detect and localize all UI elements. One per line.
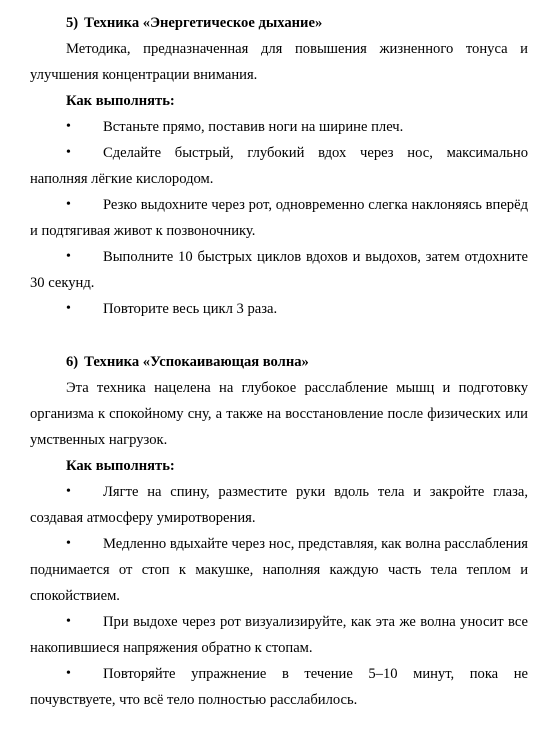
step-text: Встаньте прямо, поставив ноги на ширине плеч. <box>103 119 404 135</box>
bullet-icon: • <box>66 249 71 264</box>
bullet-icon: • <box>66 145 71 160</box>
bullet-icon: • <box>66 119 71 134</box>
bullet-icon: • <box>66 614 71 629</box>
step-text: При выдохе через рот визуализируйте, как эта же волна уносит все накопившиеся напряжения обратно к стопам. <box>30 614 528 656</box>
bullet-icon: • <box>66 484 71 499</box>
list-item <box>30 114 528 140</box>
step-text: Лягте на спину, разместите руки вдоль тела и закройте глаза, создавая атмосферу умиротворения. <box>30 484 528 526</box>
step-text: Резко выдохните через рот, одновременно слегка наклоняясь вперёд и подтягивая живот к позвоночнику. <box>30 197 528 239</box>
section-number: 6) <box>66 354 79 370</box>
list-item <box>30 531 528 609</box>
list-item <box>30 192 528 244</box>
section-heading <box>30 10 528 36</box>
bullet-icon: • <box>66 666 71 681</box>
bullet-icon: • <box>66 197 71 212</box>
section-title: Техника «Успокаивающая волна» <box>84 354 309 370</box>
section-title: Техника «Энергетическое дыхание» <box>84 15 323 31</box>
step-text: Повторите весь цикл 3 раза. <box>103 301 278 317</box>
bullet-icon: • <box>66 536 71 551</box>
list-item <box>30 661 528 713</box>
step-text: Повторяйте упражнение в течение 5–10 минут, пока не почувствуете, что всё тело полностью расслабилось. <box>30 666 528 708</box>
list-item <box>30 479 528 531</box>
how-to-label: Как выполнять: <box>66 93 175 109</box>
step-text: Сделайте быстрый, глубокий вдох через нос, максимально наполняя лёгкие кислородом. <box>30 145 528 187</box>
list-item <box>30 244 528 296</box>
section-intro: Эта техника нацелена на глубокое расслабление мышц и подготовку организма к спокойному сну, а также на восстановление после физических или умственных нагрузок. <box>30 380 528 448</box>
technique-section-energetic <box>30 10 528 322</box>
section-heading <box>30 349 528 375</box>
bullet-icon: • <box>66 301 71 316</box>
steps-list <box>30 479 528 713</box>
step-text: Медленно вдыхайте через нос, представляя, как волна расслабления поднимается от стоп к макушке, наполняя каждую часть тела теплом и спокойствием. <box>30 536 528 604</box>
section-number: 5) <box>66 15 79 31</box>
list-item <box>30 609 528 661</box>
technique-section-calming <box>30 349 528 713</box>
step-text: Выполните 10 быстрых циклов вдохов и выдохов, затем отдохните 30 секунд. <box>30 249 528 291</box>
list-item <box>30 296 528 322</box>
list-item <box>30 140 528 192</box>
document-page <box>30 10 528 713</box>
how-to-label: Как выполнять: <box>66 458 175 474</box>
section-intro: Методика, предназначенная для повышения жизненного тонуса и улучшения концентрации внимания. <box>30 41 528 83</box>
steps-list <box>30 114 528 322</box>
